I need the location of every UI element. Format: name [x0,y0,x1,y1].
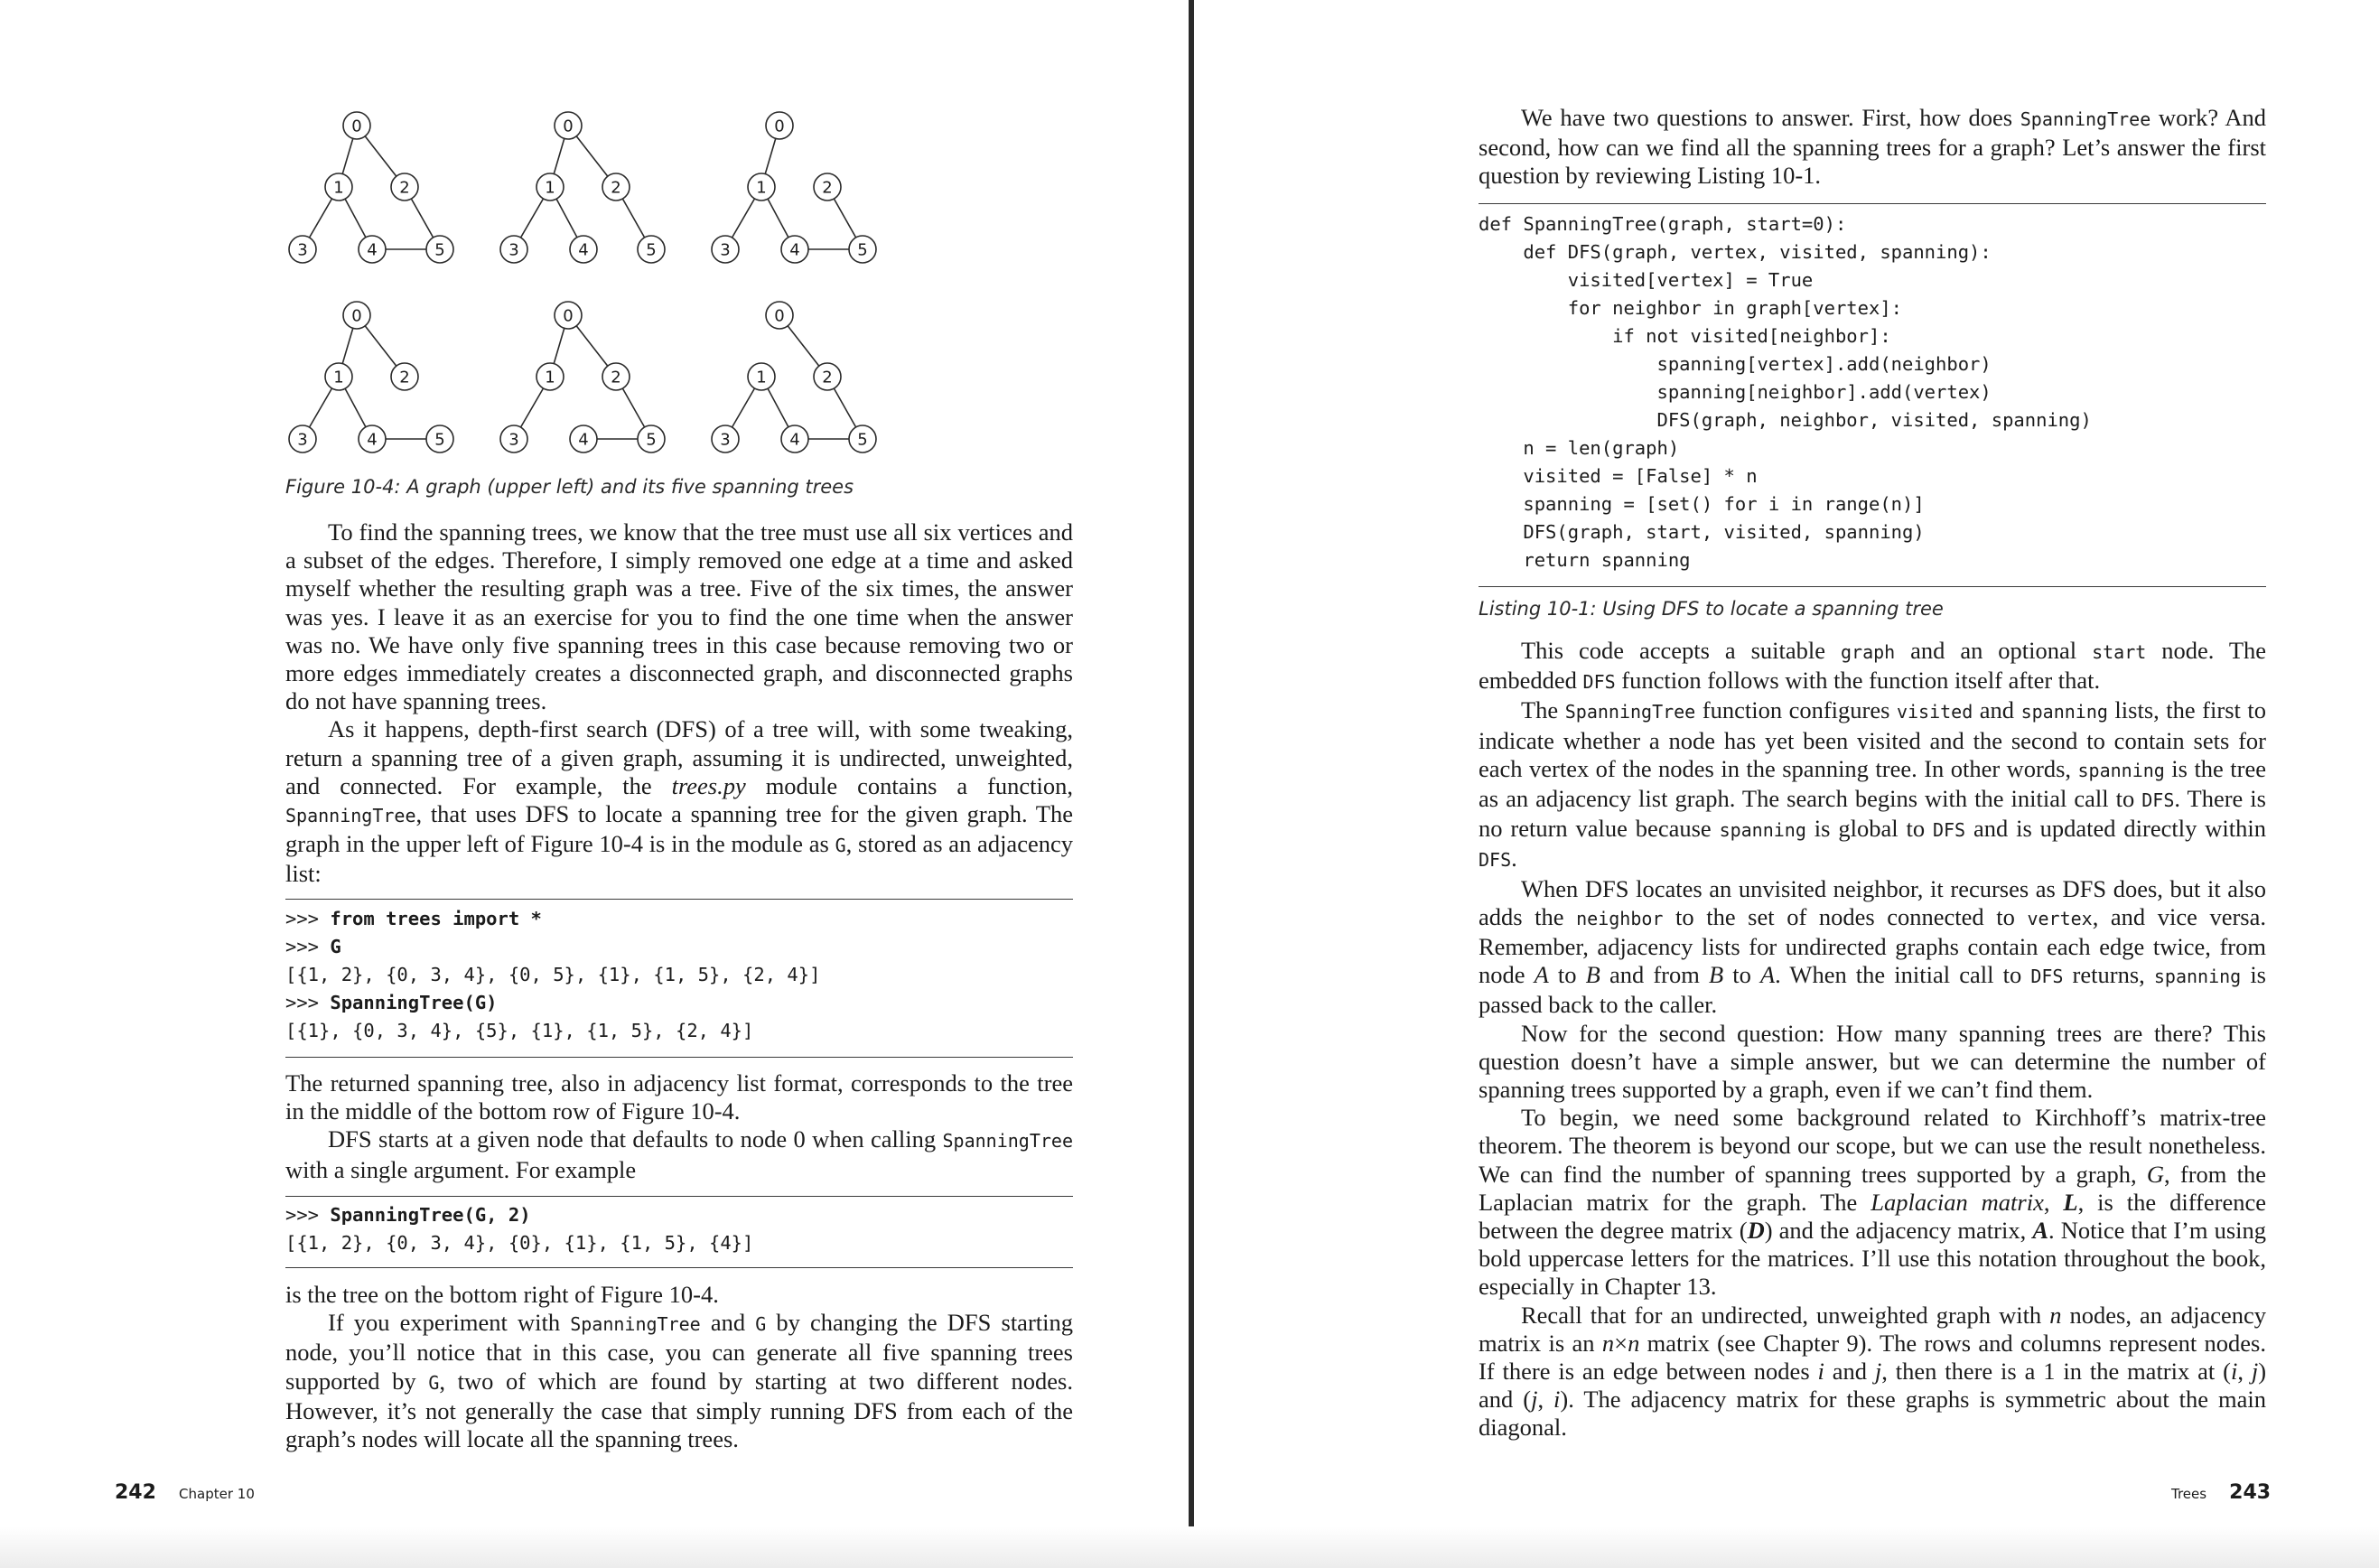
paragraph: When DFS locates an unvisited neighbor, it recurses as DFS does, but it also adds the neighbor to the set of nodes connected to vertex, and vice versa. Remember, adjacency lists for undirected graphs contain each edge twice, from node A to B and from B to A. When the initial call to DFS returns, spanning is passed back to the caller. [1479,874,2267,1019]
paragraph: This code accepts a suitable graph and an optional start node. The embedded DFS function follows with the function itself after that. [1479,637,2267,695]
spanning-tree-5 [712,302,876,453]
code-line: DFS(graph, neighbor, visited, spanning) [1479,409,2092,431]
paragraph: Recall that for an undirected, unweighted graph with n nodes, an adjacency matrix is an n×n matrix (see Chapter 9). The rows and columns represent nodes. If there is an edge between nodes i and j, then there is a 1 in the matrix at (i, j) and (j, i). The adjacency matrix for these graphs is symmetric about the main diagonal. [1479,1301,2267,1442]
graph-node-label: 2 [822,178,833,198]
graph-node-label: 3 [508,240,519,260]
code-line: n = len(graph) [1479,437,1680,459]
graph-node-label: 2 [399,368,410,387]
listing-lines [1479,210,2266,574]
graph-node-label: 5 [646,430,657,450]
paragraph: The SpanningTree function configures visited and spanning lists, the first to indicate whether a node has yet been visited and the second to contain sets for each vertex of the nodes in the spanning tree. In other words, spanning is the tree as an adjacency list graph. The search begins with the initial call to DFS. There is no return value because spanning is global to DFS and is updated directly within DFS. [1479,696,2267,873]
left-folio [115,1481,255,1504]
running-head: Chapter 10 [179,1486,255,1502]
code-line: def DFS(graph, vertex, visited, spanning): [1479,241,1992,263]
paragraph: The returned spanning tree, also in adjacency list format, corresponds to the tree in the middle of the bottom row of Figure 10-4. [285,1069,1073,1125]
graph-node-label: 1 [545,178,555,198]
graph-node-label: 0 [563,306,574,326]
spanning-trees-figure [271,99,903,461]
figure-caption: Figure 10-4: A graph (upper left) and its five spanning trees [285,476,854,498]
graph-node-label: 4 [578,240,589,260]
spanning-tree-3 [289,302,453,453]
graph-node-label: 5 [646,240,657,260]
graph-node-label: 4 [789,240,800,260]
graph-node-label: 5 [857,430,868,450]
left-text-block-2 [285,1069,1073,1184]
graph-node-label: 0 [774,117,785,136]
graph-node-label: 1 [333,368,344,387]
code-block-repl-1: >>> from trees import * >>> G [{1, 2}, {0, 3, 4}, {0, 5}, {1}, {1, 5}, {2, 4}] >>> SpanningTree(G) [{1}, {0, 3, 4}, {5}, {1}, {1, 5}, {2, 4}] [285,899,1073,1058]
paragraph: is the tree on the bottom right of Figure 10-4. [285,1281,719,1308]
right-text-block-1 [1479,104,2266,191]
page-number: 242 [115,1481,156,1504]
graph-node-label: 2 [822,368,833,387]
original-graph [289,112,453,263]
paragraph: To begin, we need some background related to Kirchhoff’s matrix-tree theorem. The theorem is beyond our scope, but we can use the result nonetheless. We can find the number of spanning trees supported by a graph, G, from the Laplacian matrix for the graph. The Laplacian matrix, L, is the difference between the degree matrix (D) and the adjacency matrix, A. Notice that I’m using bold uppercase letters for the matrices. I’ll use this notation throughout the book, especially in Chapter 13. [1479,1104,2267,1301]
code-line: return spanning [1479,549,1691,571]
graph-node-label: 4 [367,430,378,450]
paragraph: DFS starts at a given node that defaults to node 0 when calling SpanningTree with a single argument. For example [285,1125,1073,1183]
listing-caption: Listing 10-1: Using DFS to locate a spanning tree [1479,598,1944,620]
graph-node-label: 4 [578,430,589,450]
code-line: if not visited[neighbor]: [1479,325,1891,347]
graph-node-label: 2 [611,368,621,387]
graph-node-label: 5 [857,240,868,260]
graph-node-label: 5 [434,240,445,260]
scan-bottom-shadow [0,1526,2379,1568]
code-line: visited = [False] * n [1479,465,1758,487]
graph-node-label: 3 [508,430,519,450]
graph-node-label: 1 [333,178,344,198]
left-text-block-1 [285,518,1073,889]
spanning-tree-4 [500,302,665,453]
code-block-repl-2: >>> SpanningTree(G, 2) [{1, 2}, {0, 3, 4}, {0}, {1}, {1, 5}, {4}] [285,1196,1073,1268]
graph-node-label: 1 [756,368,767,387]
right-folio [2171,1481,2271,1504]
graph-node-label: 3 [720,430,731,450]
page-number: 243 [2229,1481,2272,1504]
graph-node-label: 3 [720,240,731,260]
graph-node-label: 4 [789,430,800,450]
code-line: for neighbor in graph[vertex]: [1479,297,1902,319]
graph-node-label: 0 [351,117,362,136]
graph-node-label: 1 [756,178,767,198]
code-line: DFS(graph, start, visited, spanning) [1479,521,1925,543]
graph-node-label: 2 [611,178,621,198]
listing-10-1-code [1479,203,2266,587]
paragraph: If you experiment with SpanningTree and G by changing the DFS starting node, you’ll notice that in this case, you can generate all five spanning trees supported by G, two of which are found by starting at two different nodes. However, it’s not generally the case that simply running DFS from each of the graph’s nodes will locate all the spanning trees. [285,1309,1073,1453]
graph-node-label: 3 [297,240,308,260]
code-line: spanning = [set() for i in range(n)] [1479,493,1925,515]
right-text-block-2 [1479,637,2266,1442]
graph-node-label: 0 [351,306,362,326]
paragraph: As it happens, depth-first search (DFS) of a tree will, with some tweaking, return a spanning tree of a given graph, assuming it is undirected, unweighted, and connected. For example, the trees.py module contains a function, SpanningTree, that uses DFS to locate a spanning tree for the given graph. The graph in the upper left of Figure 10-4 is in the module as G, stored as an adjacency list: [285,715,1074,888]
graph-node-label: 4 [367,240,378,260]
paragraph: Now for the second question: How many spanning trees are there? This question doesn’t have a simple answer, but we can determine the number of spanning trees supported by a graph, even if we can’t find them. [1479,1019,2266,1104]
running-head: Trees [2171,1486,2207,1502]
graph-node-label: 0 [563,117,574,136]
graph-node-label: 3 [297,430,308,450]
code-line: def SpanningTree(graph, start=0): [1479,213,1847,235]
graph-node-label: 1 [545,368,555,387]
paragraph: We have two questions to answer. First, how does SpanningTree work? And second, how can we find all the spanning trees for a graph? Let’s answer the first question by reviewing Listing 10-1. [1479,104,2266,190]
graph-node-label: 5 [434,430,445,450]
graph-node-label: 2 [399,178,410,198]
code-line: visited[vertex] = True [1479,269,1814,291]
graph-node-label: 0 [774,306,785,326]
code-line: spanning[neighbor].add(vertex) [1479,381,1992,403]
spanning-tree-2 [712,112,876,263]
paragraph: To find the spanning trees, we know that the tree must use all six vertices and a subset of the edges. Therefore, I simply removed one edge at a time and asked myself whether the resulting graph was a tree. Five of the six times, the answer was yes. I leave it as an exercise for you to find the one time when the answer was no. We have only five spanning trees in this case because removing two or more edges immediately creates a disconnected graph, and disconnected graphs do not have spanning trees. [285,518,1073,715]
spanning-tree-1 [500,112,665,263]
code-line: spanning[vertex].add(neighbor) [1479,353,1992,375]
left-text-block-3 [285,1281,1073,1453]
